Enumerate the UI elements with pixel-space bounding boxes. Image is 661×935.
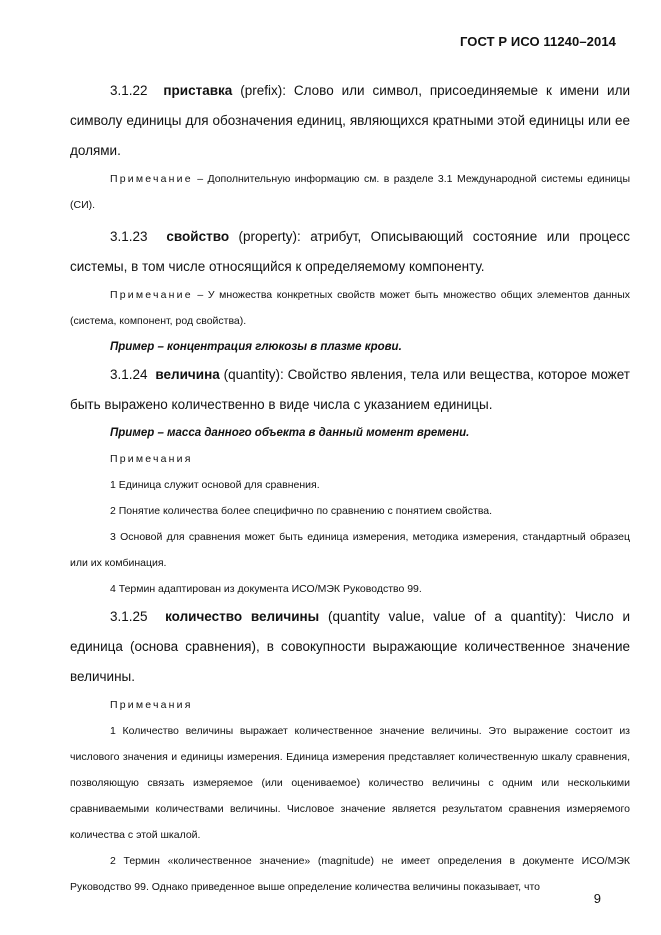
term-number: 3.1.25 <box>110 609 148 624</box>
note-text: – У множества конкретных свойств может быть множество общих элементов данных (система, компонент, род свойства). <box>70 289 630 327</box>
term-definition: (prefix): Слово или символ, присоединяемые к имени или символу единицы для обозначения единиц, являющихся кратными этой единицы или ее долями. <box>70 83 630 158</box>
example: Пример – масса данного объекта в данный момент времени. <box>110 427 470 439</box>
note-item: 1 Единица служит основой для сравнения. <box>110 479 320 491</box>
document-header: ГОСТ Р ИСО 11240–2014 <box>459 34 616 49</box>
note-item: 2 Понятие количества более специфично по сравнению с понятием свойства. <box>110 505 493 517</box>
note-item: 2 Термин «количественное значение» (magnitude) не имеет определения в документе ИСО/МЭК Руководство 99. Однако приведенное выше определение количества величины показывает, что <box>70 855 630 893</box>
notes-heading: Примечания <box>110 699 193 711</box>
term-title: приставка <box>163 83 233 98</box>
note-item: 1 Количество величины выражает количественное значение величины. Это выражение состоит из числового значения и единицы измерения. Единица измерения представляет количественную шкалу сравнения, позволяющую связать измеряемое (или оцениваемое) количество величины с одним или несколькими сравниваемыми количествами величины. Числовое значение является результатом сравнения измеряемого количества с этой шкалой. <box>70 725 630 841</box>
note-item: 3 Основой для сравнения может быть единица измерения, методика измерения, стандартный образец или их комбинация. <box>70 531 630 569</box>
page-number: 9 <box>593 891 601 906</box>
term-entry-3-1-24 <box>70 360 630 420</box>
term-number: 3.1.23 <box>110 229 148 244</box>
term-title: количество величины <box>165 609 320 624</box>
example: Пример – концентрация глюкозы в плазме крови. <box>110 341 402 353</box>
term-definition: (property): атрибут, Описывающий состояние или процесс системы, в том числе относящийся к определяемому компоненту. <box>70 229 630 274</box>
note-item: 4 Термин адаптирован из документа ИСО/МЭК Руководство 99. <box>110 583 422 595</box>
term-entry-3-1-23 <box>70 222 630 282</box>
document-body <box>70 76 630 900</box>
term-entry-3-1-22 <box>70 76 630 166</box>
term-number: 3.1.24 <box>110 367 148 382</box>
term-entry-3-1-25 <box>70 602 630 692</box>
note <box>70 166 630 218</box>
term-definition: (quantity value, value of a quantity): Число и единица (основа сравнения), в совокупности выражающие количественное значение величины. <box>70 609 631 684</box>
note-label: Примечание <box>110 289 193 301</box>
term-title: величина <box>155 367 220 382</box>
note-label: Примечание <box>110 173 193 185</box>
note-text: – Дополнительную информацию см. в разделе 3.1 Международной системы единицы (СИ). <box>70 173 630 211</box>
term-title: свойство <box>166 229 230 244</box>
term-number: 3.1.22 <box>110 83 148 98</box>
term-definition: (quantity): Свойство явления, тела или вещества, которое может быть выражено количественно в виде числа с указанием единицы. <box>70 367 630 412</box>
notes-heading: Примечания <box>110 453 193 465</box>
note <box>70 282 630 334</box>
